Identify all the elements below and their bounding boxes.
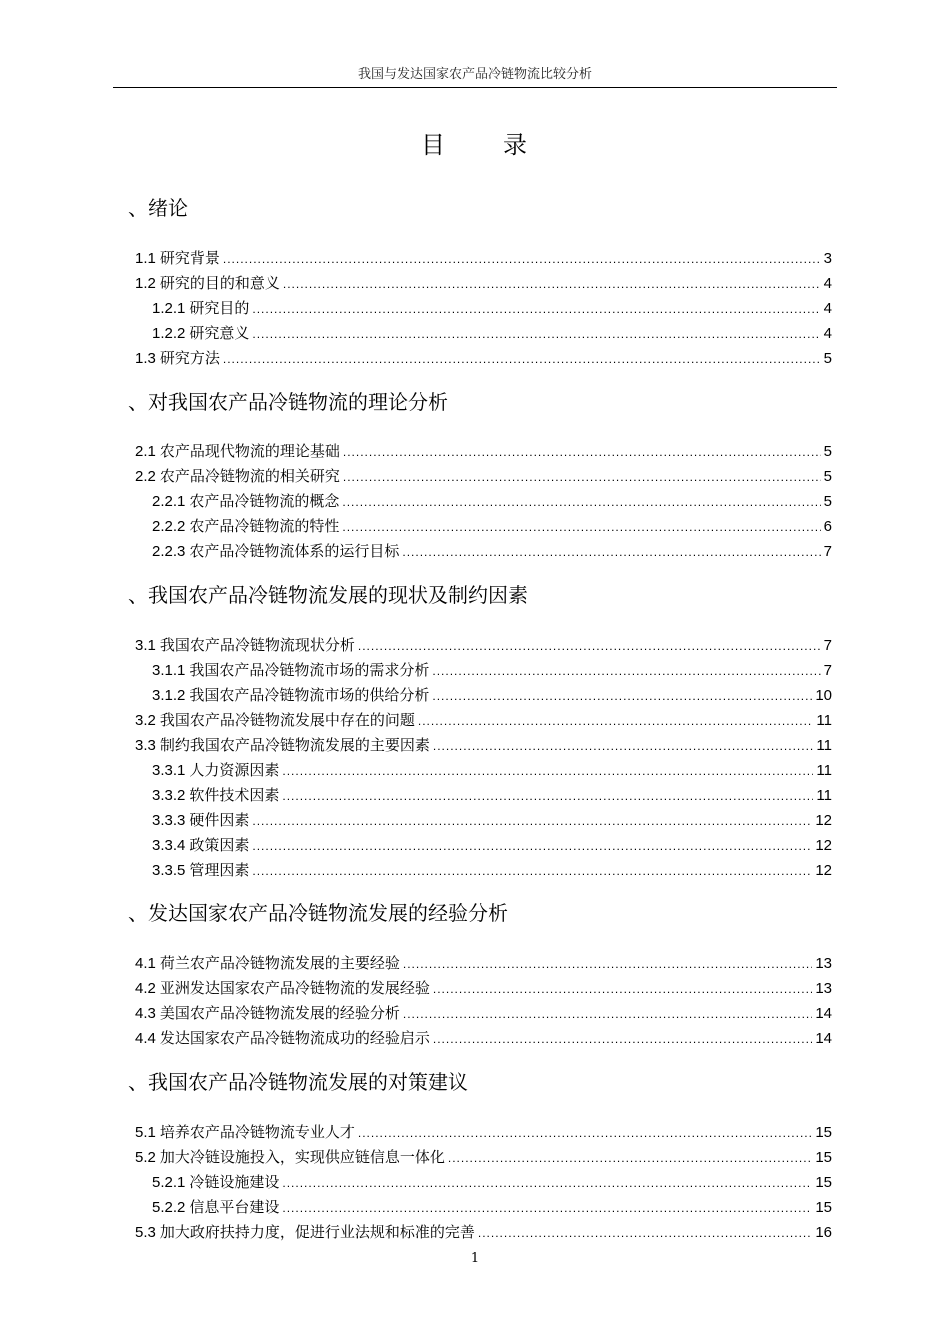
toc-entry-number: 2.2.3 [152, 543, 186, 560]
toc-entry-number: 5.1 [135, 1124, 156, 1141]
toc-entry-4-4[interactable] [135, 1027, 832, 1049]
dot-leader [342, 491, 820, 513]
dot-leader [252, 860, 812, 882]
dot-leader [403, 1003, 812, 1025]
dot-leader [343, 466, 821, 488]
toc-entry-label: 制约我国农产品冷链物流发展的主要因素 [159, 736, 430, 754]
toc-entry-page: 13 [815, 955, 832, 972]
toc-entry-1-2-2[interactable] [152, 322, 832, 344]
chapter-4-heading: 、发达国家农产品冷链物流发展的经验分析 [128, 901, 508, 925]
toc-entry-label: 农产品冷链物流的相关研究 [159, 467, 340, 485]
dot-leader [282, 1172, 812, 1194]
dot-leader [252, 835, 812, 857]
chapter-5-heading: 、我国农产品冷链物流发展的对策建议 [128, 1070, 468, 1094]
dot-leader [343, 441, 821, 463]
dot-leader [403, 953, 812, 975]
toc-entry-page: 14 [815, 1030, 832, 1047]
toc-entry-number: 3.3 [135, 737, 156, 754]
toc-entry-label: 人力资源因素 [189, 761, 280, 779]
dot-leader [433, 735, 814, 757]
toc-entry-number: 5.2 [135, 1149, 156, 1166]
toc-entry-page: 4 [823, 300, 832, 317]
toc-entry-page: 7 [823, 543, 832, 560]
toc-entry-number: 1.3 [135, 350, 156, 367]
toc-entry-3-2[interactable] [135, 709, 832, 731]
toc-title-char-2: 录 [503, 131, 529, 159]
toc-entry-label: 研究的目的和意义 [159, 274, 280, 292]
toc-entry-page: 3 [823, 250, 832, 267]
toc-entry-page: 5 [823, 443, 832, 460]
toc-entry-number: 1.2.1 [152, 300, 186, 317]
dot-leader [252, 810, 812, 832]
toc-entry-page: 6 [823, 518, 832, 535]
toc-entry-1-1[interactable] [135, 247, 832, 269]
toc-entry-4-2[interactable] [135, 977, 832, 999]
toc-entry-5-3[interactable] [135, 1221, 832, 1243]
toc-entry-2-2-1[interactable] [152, 490, 832, 512]
toc-title [0, 128, 950, 162]
toc-entry-page: 15 [815, 1199, 832, 1216]
chapter-2-heading: 、对我国农产品冷链物流的理论分析 [128, 390, 448, 414]
toc-entry-label: 亚洲发达国家农产品冷链物流的发展经验 [159, 979, 430, 997]
toc-entry-label: 培养农产品冷链物流专业人才 [159, 1123, 355, 1141]
toc-entry-number: 3.3.5 [152, 862, 186, 879]
toc-entry-label: 硬件因素 [189, 811, 250, 829]
toc-entry-number: 1.2.2 [152, 325, 186, 342]
toc-entry-page: 16 [815, 1224, 832, 1241]
toc-entry-label: 研究意义 [189, 324, 250, 342]
toc-entry-page: 10 [815, 687, 832, 704]
toc-entry-page: 13 [815, 980, 832, 997]
toc-entry-page: 15 [815, 1174, 832, 1191]
toc-entry-3-1[interactable] [135, 634, 832, 656]
toc-entry-number: 1.2 [135, 275, 156, 292]
toc-entry-number: 3.1.1 [152, 662, 186, 679]
toc-entry-5-2-1[interactable] [152, 1171, 832, 1193]
dot-leader [402, 541, 820, 563]
toc-entry-3-3-5[interactable] [152, 859, 832, 881]
toc-entry-number: 3.3.4 [152, 837, 186, 854]
dot-leader [282, 760, 813, 782]
toc-entry-number: 3.3.1 [152, 762, 186, 779]
toc-entry-label: 软件技术因素 [189, 786, 280, 804]
toc-entry-5-1[interactable] [135, 1121, 832, 1143]
toc-entry-3-1-2[interactable] [152, 684, 832, 706]
toc-entry-3-3-4[interactable] [152, 834, 832, 856]
toc-entry-number: 5.2.2 [152, 1199, 186, 1216]
toc-entry-label: 农产品现代物流的理论基础 [159, 442, 340, 460]
toc-entry-number: 1.1 [135, 250, 156, 267]
toc-entry-number: 5.3 [135, 1224, 156, 1241]
toc-title-char-1: 目 [421, 131, 447, 159]
dot-leader [432, 660, 820, 682]
toc-entry-page: 11 [816, 712, 832, 729]
dot-leader [223, 348, 821, 370]
toc-entry-1-2[interactable] [135, 272, 832, 294]
toc-entry-label: 我国农产品冷链物流现状分析 [159, 636, 355, 654]
dot-leader [342, 516, 820, 538]
toc-entry-number: 5.2.1 [152, 1174, 186, 1191]
toc-entry-number: 3.3.3 [152, 812, 186, 829]
toc-entry-label: 加大政府扶持力度，促进行业法规和标准的完善 [159, 1223, 475, 1241]
dot-leader [252, 323, 820, 345]
toc-entry-label: 农产品冷链物流的特性 [189, 517, 340, 535]
toc-entry-4-1[interactable] [135, 952, 832, 974]
toc-entry-label: 我国农产品冷链物流市场的供给分析 [189, 686, 430, 704]
dot-leader [433, 978, 812, 1000]
toc-entry-1-2-1[interactable] [152, 297, 832, 319]
toc-entry-page: 7 [823, 637, 832, 654]
toc-entry-number: 4.1 [135, 955, 156, 972]
chapter-1-heading: 、绪论 [128, 196, 188, 220]
toc-entry-number: 3.1.2 [152, 687, 186, 704]
toc-entry-4-3[interactable] [135, 1002, 832, 1024]
dot-leader [282, 1197, 812, 1219]
dot-leader [432, 685, 812, 707]
toc-entry-2-1[interactable] [135, 440, 832, 462]
dot-leader [448, 1147, 812, 1169]
toc-entry-2-2-2[interactable] [152, 515, 832, 537]
toc-entry-number: 3.2 [135, 712, 156, 729]
toc-entry-label: 加大冷链设施投入，实现供应链信息一体化 [159, 1148, 445, 1166]
toc-entry-label: 我国农产品冷链物流发展中存在的问题 [159, 711, 415, 729]
toc-entry-3-3[interactable] [135, 734, 832, 756]
toc-entry-label: 美国农产品冷链物流发展的经验分析 [159, 1004, 400, 1022]
toc-entry-page: 5 [823, 468, 832, 485]
toc-entry-page: 4 [823, 325, 832, 342]
toc-entry-3-1-1[interactable] [152, 659, 832, 681]
toc-entry-label: 研究目的 [189, 299, 250, 317]
toc-entry-page: 11 [816, 762, 832, 779]
toc-entry-1-3[interactable] [135, 347, 832, 369]
toc-entry-page: 4 [823, 275, 832, 292]
toc-entry-number: 4.4 [135, 1030, 156, 1047]
toc-entry-page: 14 [815, 1005, 832, 1022]
page-number: 1 [470, 1251, 480, 1266]
dot-leader [478, 1222, 812, 1244]
toc-entry-number: 2.2.1 [152, 493, 186, 510]
toc-entry-number: 2.2.2 [152, 518, 186, 535]
toc-entry-label: 荷兰农产品冷链物流发展的主要经验 [159, 954, 400, 972]
dot-leader [223, 248, 821, 270]
toc-entry-5-2[interactable] [135, 1146, 832, 1168]
toc-entry-page: 5 [823, 493, 832, 510]
dot-leader [358, 1122, 812, 1144]
dot-leader [283, 273, 821, 295]
toc-entry-5-2-2[interactable] [152, 1196, 832, 1218]
toc-entry-page: 12 [815, 812, 832, 829]
toc-entry-page: 11 [816, 787, 832, 804]
toc-entry-label: 政策因素 [189, 836, 250, 854]
toc-entry-3-3-3[interactable] [152, 809, 832, 831]
toc-entry-label: 冷链设施建设 [189, 1173, 280, 1191]
toc-entry-page: 11 [816, 737, 832, 754]
toc-entry-number: 4.2 [135, 980, 156, 997]
toc-entry-label: 农产品冷链物流体系的运行目标 [189, 542, 400, 560]
toc-entry-page: 7 [823, 662, 832, 679]
toc-entry-page: 12 [815, 837, 832, 854]
toc-entry-page: 5 [823, 350, 832, 367]
toc-entry-number: 3.3.2 [152, 787, 186, 804]
toc-entry-label: 信息平台建设 [189, 1198, 280, 1216]
toc-entry-label: 研究方法 [159, 349, 220, 367]
toc-entry-2-2[interactable] [135, 465, 832, 487]
toc-entry-number: 2.2 [135, 468, 156, 485]
toc-entry-number: 4.3 [135, 1005, 156, 1022]
toc-entry-3-3-1[interactable] [152, 759, 832, 781]
toc-entry-page: 15 [815, 1124, 832, 1141]
dot-leader [433, 1028, 812, 1050]
dot-leader [418, 710, 814, 732]
toc-entry-2-2-3[interactable] [152, 540, 832, 562]
header-rule [113, 87, 837, 88]
toc-entry-page: 12 [815, 862, 832, 879]
toc-entry-label: 我国农产品冷链物流市场的需求分析 [189, 661, 430, 679]
toc-entry-page: 15 [815, 1149, 832, 1166]
toc-entry-label: 发达国家农产品冷链物流成功的经验启示 [159, 1029, 430, 1047]
toc-entry-number: 3.1 [135, 637, 156, 654]
toc-entry-label: 研究背景 [159, 249, 220, 267]
toc-entry-label: 农产品冷链物流的概念 [189, 492, 340, 510]
dot-leader [282, 785, 813, 807]
toc-entry-number: 2.1 [135, 443, 156, 460]
running-header: 我国与发达国家农产品冷链物流比较分析 [357, 67, 592, 82]
dot-leader [358, 635, 821, 657]
dot-leader [252, 298, 820, 320]
chapter-3-heading: 、我国农产品冷链物流发展的现状及制约因素 [128, 583, 528, 607]
toc-entry-label: 管理因素 [189, 861, 250, 879]
toc-entry-3-3-2[interactable] [152, 784, 832, 806]
